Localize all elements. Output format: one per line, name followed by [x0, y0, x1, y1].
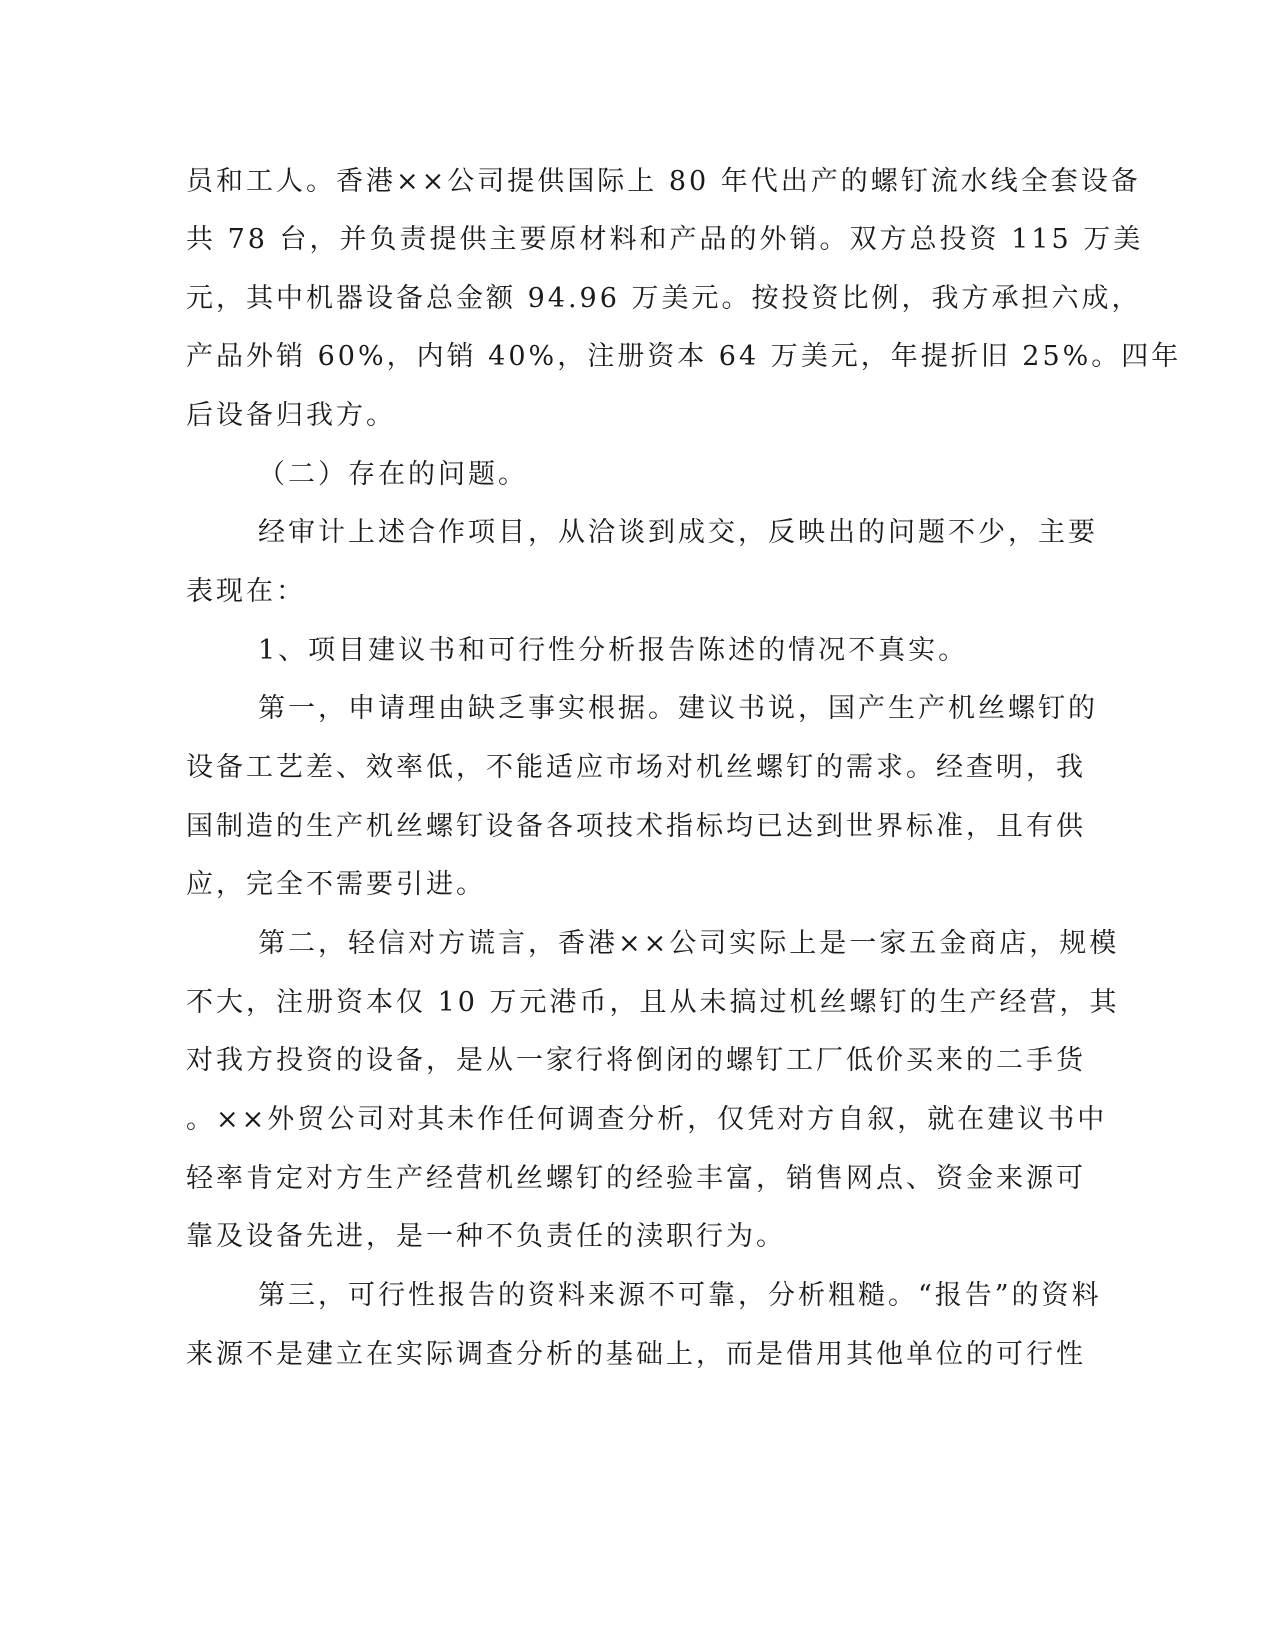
paragraph-line: 第三，可行性报告的资料来源不可靠，分析粗糙。“报告”的资料 — [258, 1280, 1102, 1311]
numbered-item: 1、项目建议书和可行性分析报告陈述的情况不真实。 — [258, 635, 969, 666]
paragraph-line: 来源不是建立在实际调查分析的基础上，而是借用其他单位的可行性 — [186, 1339, 1086, 1370]
paragraph-line: 轻率肯定对方生产经营机丝螺钉的经验丰富，销售网点、资金来源可 — [186, 1163, 1086, 1194]
paragraph-line: 经审计上述合作项目，从洽谈到成交，反映出的问题不少，主要 — [258, 517, 1098, 548]
paragraph-line: 表现在： — [186, 576, 306, 607]
paragraph-line: 设备工艺差、效率低，不能适应市场对机丝螺钉的需求。经查明，我 — [186, 752, 1086, 783]
paragraph-line: 元，其中机器设备总金额 94.96 万美元。按投资比例，我方承担六成， — [186, 283, 1142, 314]
paragraph-line: 对我方投资的设备，是从一家行将倒闭的螺钉工厂低价买来的二手货 — [186, 1045, 1086, 1076]
paragraph-line: 应，完全不需要引进。 — [186, 869, 486, 900]
section-heading: （二）存在的问题。 — [258, 459, 528, 490]
paragraph-line: 员和工人。香港××公司提供国际上 80 年代出产的螺钉流水线全套设备 — [186, 166, 1141, 197]
paragraph-line: 共 78 台，并负责提供主要原材料和产品的外销。双方总投资 115 万美 — [186, 224, 1144, 255]
paragraph-line: 不大，注册资本仅 10 万元港币，且从未搞过机丝螺钉的生产经营，其 — [186, 987, 1120, 1018]
paragraph-line: 。××外贸公司对其未作任何调查分析，仅凭对方自叙，就在建议书中 — [186, 1104, 1108, 1135]
paragraph-line: 第一，申请理由缺乏事实根据。建议书说，国产生产机丝螺钉的 — [258, 693, 1098, 724]
paragraph-line: 后设备归我方。 — [186, 400, 396, 431]
paragraph-line: 靠及设备先进，是一种不负责任的渎职行为。 — [186, 1221, 786, 1252]
paragraph-line: 第二，轻信对方谎言，香港××公司实际上是一家五金商店，规模 — [258, 928, 1120, 959]
paragraph-line: 国制造的生产机丝螺钉设备各项技术指标均已达到世界标准，且有供 — [186, 811, 1086, 842]
paragraph-line: 产品外销 60%，内销 40%，注册资本 64 万美元，年提折旧 25%。四年 — [186, 341, 1182, 372]
